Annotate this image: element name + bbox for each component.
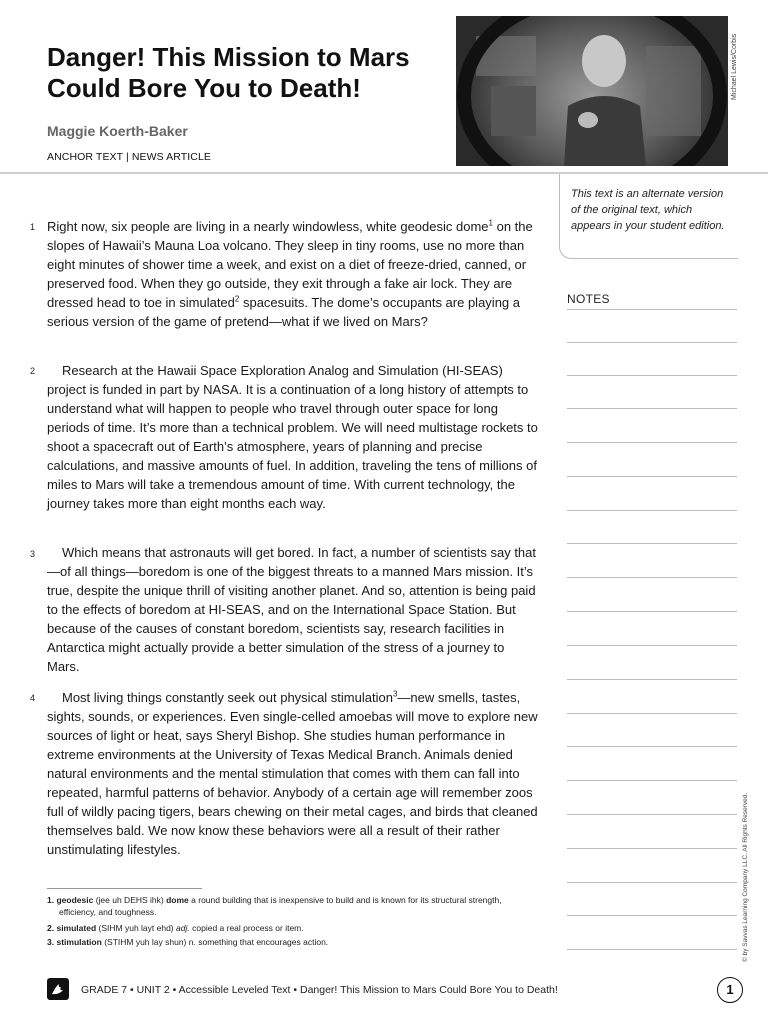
footnote-term: simulated [56, 923, 97, 933]
savvas-logo-icon [47, 978, 69, 1000]
footnote-definition: copied a real process or item. [192, 923, 304, 933]
notes-line[interactable] [567, 814, 737, 815]
footnote-pronunciation: (STIHM yuh lay shun) [104, 937, 187, 947]
paragraph-text: —new smells, tastes, sights, sounds, or experiences. Even single-celled amoebas will move to explore new sources of light or heat, says Sheryl Bishop. She studies human performance in extreme environments at the University of Texas Medical Branch. Animals denied natural environments and the mental stimulation that comes with them can fall into repeated, harmful patterns of behavior. Anybody of a certain age will remember zoos full of wildly pacing tigers, bears chewing on their metal cages, and birds that cleaned themselves bald. We now know these behaviors were all a result of their rather unstimulating lifestyles. [47, 690, 538, 857]
photo-illustration [456, 16, 728, 166]
footnote-2 [47, 922, 517, 934]
paragraph-number: 1 [30, 222, 36, 232]
notes-line[interactable] [567, 780, 737, 781]
astronaut-photo [456, 16, 728, 166]
notes-line[interactable] [567, 713, 737, 714]
notes-line[interactable] [567, 679, 737, 680]
footnote-1 [47, 894, 529, 918]
photo-credit: Michael Lewis/Corbis [731, 33, 738, 100]
paragraph-2: Research at the Hawaii Space Exploration Analog and Simulation (HI-SEAS) project is funded in part by NASA. It is a continuation of a long history of attempts to understand what will happen to people who travel through outer space for long periods of time. It’s more than a technical problem. We will need multistage rockets to shoot a spacecraft out of Earth’s atmosphere, years of planning and precise calculations, and massive amounts of fuel. In addition, traveling the tens of millions of miles to Mars will take a tremendous amount of time. With current technology, the journey takes more than eight months each way. [47, 363, 538, 511]
footnote-ref: 3 [392, 689, 398, 699]
paragraph-number: 3 [30, 549, 36, 559]
footnote-pronunciation: (SIHM yuh layt ehd) [98, 923, 174, 933]
paragraph-text: spacesuits. The dome’s occupants are playing a serious version of the game of pretend—what if we lived on Mars? [47, 295, 520, 329]
footnote-term: stimulation [56, 937, 102, 947]
paragraph-3: Which means that astronauts will get bored. In fact, a number of scientists say that—of all things—boredom is one of the biggest threats to a manned Mars mission. It’s true, despite the unique thrill of visiting another planet. And so, attention is being paid to the effects of boredom at HI-SEAS, and on the International Space Station. But because of the causes of constant boredom, scientists say, research facilities in Antarctica might actually provide a better simulation of the stress of a journey to Mars. [47, 545, 537, 674]
notes-line[interactable] [567, 543, 737, 544]
notes-line[interactable] [567, 375, 737, 376]
notes-line[interactable] [567, 611, 737, 612]
footnote-divider [47, 888, 202, 889]
author-name: Maggie Koerth-Baker [47, 123, 188, 139]
paragraph-4 [47, 688, 539, 859]
footnote-number: 1. [47, 895, 55, 905]
paragraph-text: Most living things constantly seek out physical stimulation [62, 690, 393, 705]
footer-text: GRADE 7 • UNIT 2 • Accessible Leveled Text • Danger! This Mission to Mars Could Bore You to Death! [81, 984, 558, 996]
notes-line[interactable] [567, 949, 737, 950]
footnote-3 [47, 936, 517, 948]
footnote-term: geodesic [56, 895, 94, 905]
footnote-number: 2. [47, 923, 55, 933]
notes-line[interactable] [567, 442, 737, 443]
notes-line[interactable] [567, 510, 737, 511]
page-number: 1 [717, 977, 743, 1003]
footnote-pronunciation: (jee uh DEHS ihk) [95, 895, 164, 905]
logo-mark [47, 978, 69, 1000]
notes-label: NOTES [567, 292, 610, 306]
footnote-ref: 1 [488, 218, 493, 228]
paragraph-text: on the slopes of Hawaii’s Mauna Loa volcano. They sleep in tiny rooms, use no more than eight minutes of shower time a week, and exist on a diet of freeze-dried, canned, or preserved food. When they go outside, they exit through a fake air lock. They are dressed head to toe in simulated [47, 219, 533, 310]
notes-line[interactable] [567, 848, 737, 849]
notes-line[interactable] [567, 882, 737, 883]
footnote-part-of-speech: adj. [176, 923, 190, 933]
notes-line[interactable] [567, 476, 737, 477]
paragraph-number: 4 [30, 693, 36, 703]
footnote-number: 3. [47, 937, 55, 947]
notes-line[interactable] [567, 309, 737, 310]
footnote-definition: a round building that is inexpensive to build and is known for its structural strength, efficiency, and toughness. [59, 895, 502, 917]
notes-line[interactable] [567, 577, 737, 578]
article-title: Danger! This Mission to Mars Could Bore You to Death! [47, 42, 410, 103]
text-type-label: ANCHOR TEXT | NEWS ARTICLE [47, 151, 212, 163]
paragraph-1 [47, 217, 539, 331]
paragraph-text: Right now, six people are living in a nearly windowless, white geodesic dome [47, 219, 489, 234]
footnote-term: dome [166, 895, 189, 905]
footnote-ref: 2 [234, 294, 240, 304]
alternate-version-note: This text is an alternate version of the original text, which appears in your student edition. [571, 188, 725, 232]
notes-line[interactable] [567, 915, 737, 916]
footnote-definition: n. something that encourages action. [188, 937, 329, 947]
copyright-notice: © by Savvas Learning Company LLC. All Rights Reserved. [742, 792, 749, 962]
notes-line[interactable] [567, 342, 737, 343]
notes-line[interactable] [567, 408, 737, 409]
notes-line[interactable] [567, 645, 737, 646]
notes-line[interactable] [567, 746, 737, 747]
paragraph-number: 2 [30, 366, 36, 376]
